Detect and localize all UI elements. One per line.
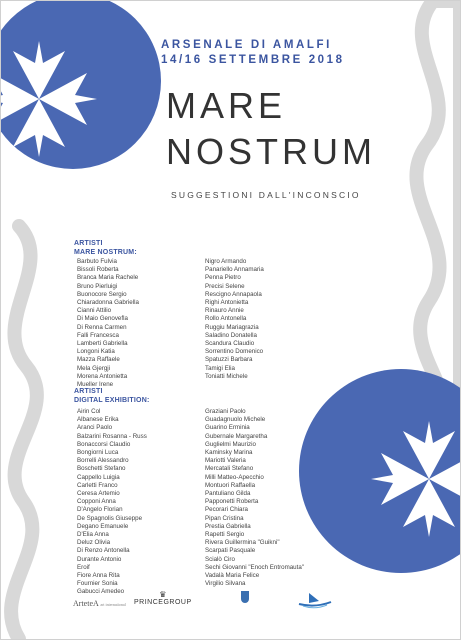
artist-name: Morena Antonietta [77,372,128,380]
event-venue: ARSENALE DI AMALFI [161,39,332,51]
crown-icon: ♛ [159,590,167,599]
artist-name: Balzarini Rosanna - Russ [77,432,147,440]
ship-logo-icon [297,591,333,609]
artist-name: Saladino Donatella [205,331,257,339]
artist-name: Gubernale Margaretha [205,432,268,440]
artist-name: De Spagnolis Giuseppe [77,514,143,522]
heading-line-1: ARTISTI [74,388,103,395]
section-heading-digital-exhibition [74,387,150,405]
artist-name: Ceresa Artemio [77,490,120,498]
artist-name: Scarpati Pasquale [205,547,256,555]
artist-name: Mazza Raffaele [77,356,120,364]
artist-name: Pantuliano Gilda [205,490,251,498]
artetea-logo-small: art international [100,602,126,607]
artist-name: Rivera Guillermina "Guikni" [205,539,280,547]
artist-name: Falli Francesca [77,331,119,339]
artist-list-digital-col1 [77,408,147,597]
artist-name: Scialò Ciro [205,555,235,563]
artist-name: Rinauro Annie [205,307,244,315]
artetea-logo [73,599,126,608]
artist-list-digital-col2 [205,408,304,588]
artist-name: Lamberti Gabriella [77,340,128,348]
artist-name: Di Maio Genovefla [77,315,128,323]
artist-name: Borrelli Alessandro [77,457,129,465]
subtitle: SUGGESTIONI DALL'INCONSCIO [171,190,361,200]
artist-name: D'Angelo Florian [77,506,123,514]
top-left-blue-circle [1,1,161,169]
artist-list-mare-nostrum-col1 [77,258,139,389]
artist-name: Airin Col [77,408,101,415]
princegroup-logo-text: PRINCEGROUP [134,599,192,606]
artist-name: Milli Matteo-Apecchio [205,473,264,481]
artist-name: Guadagnuolo Michele [205,416,266,424]
heading-line-2: MARE NOSTRUM: [74,249,137,256]
right-wave-ribbon [416,1,460,421]
artist-name: Boschetti Stefano [77,465,126,473]
artist-list-mare-nostrum-col2 [205,258,264,381]
artist-name: Montuori Raffaella [205,481,256,489]
artist-name: Bonaccorsi Claudio [77,440,131,448]
artist-name: Scandura Claudio [205,340,255,348]
princegroup-logo [134,591,192,606]
artist-name: Sechi Giovanni "Enoch Entromauta" [205,563,304,571]
heading-line-2: DIGITAL EXHIBITION: [74,397,150,404]
artist-name: Panariello Annamaria [205,266,264,274]
artist-name: Cappello Luigia [77,473,120,481]
artist-name: Righi Antonietta [205,299,249,307]
artist-name: Spatuzzi Barbara [205,356,253,364]
artist-name: Bongiorni Luca [77,449,119,457]
artist-name: Papponetti Roberta [205,498,259,506]
artist-name: Rapetti Sergio [205,531,245,539]
artist-name: Tamigi Elia [205,364,235,372]
coat-of-arms-icon [241,591,249,603]
bottom-right-blue-circle [299,369,460,573]
artist-name: Mercatali Stefano [205,465,254,473]
artist-name: Deluz Olivia [77,539,111,547]
artist-name: Pipan Cristina [205,514,244,522]
artist-name: Di Renzo Antonella [77,547,130,555]
artist-name: Prestia Gabriella [205,522,251,530]
artist-name: Mela Gjergji [77,364,111,372]
artist-name: Branca Maria Rachele [77,274,139,282]
event-dates: 14/16 SETTEMBRE 2018 [161,54,345,66]
artist-name: Chiaradonna Gabriella [77,299,139,307]
amalfi-logo-text: Amalfi [250,592,276,602]
ship-logo [297,591,333,611]
artist-name: Nigro Armando [205,258,247,265]
artist-name: Virgilio Silvana [205,580,246,588]
artist-name: Kaminsky Marina [205,449,253,457]
artist-name: Carletti Franco [77,481,118,489]
artist-name: Cianni Attilio [77,307,112,315]
artist-name: Di Renna Carmen [77,323,127,331]
title-line-1: MARE [166,85,287,126]
title-line-2: NOSTRUM [166,131,376,172]
artist-name: Mariotti Valeria [205,457,246,465]
artist-name: Aranci Paolo [77,424,113,432]
artist-name: Graziani Paolo [205,408,246,415]
artist-name: Eroif [77,563,90,571]
artist-name: Vadalà Maria Felice [205,572,260,580]
artist-name: Guarino Erminia [205,424,250,432]
artist-name: Barbuto Fulvia [77,258,117,265]
event-info [161,38,401,68]
artist-name: Longoni Katia [77,348,115,356]
artist-name: Pecorari Chiara [205,506,248,514]
artist-name: Guglielmi Maurizio [205,440,256,448]
artist-name: Rollo Antonella [205,315,247,323]
artist-name: Rescigno Annapaola [205,290,262,298]
artist-name: Degano Emanuele [77,522,129,530]
artist-name: Durante Antonio [77,555,122,563]
artist-name: Buonocore Sergio [77,290,127,298]
artist-name: Sorrentino Domenico [205,348,264,356]
left-wave-ribbon [11,226,37,639]
section-heading-mare-nostrum [74,239,137,257]
artist-name: D'Elia Anna [77,531,109,539]
artist-name: Fiore Anna Rita [77,572,120,580]
artist-name: Fournier Sonia [77,580,118,588]
heading-line-1: ARTISTI [74,240,103,247]
artist-name: Gabucci Amedeo [77,588,125,596]
artist-name: Bruno Pierluigi [77,282,118,290]
artetea-logo-text: ArteteA [73,599,99,608]
artist-name: Toniatti Michele [205,372,248,380]
artist-name: Precisi Selene [205,282,245,290]
artist-name: Ruggiu Mariagrazia [205,323,259,331]
artist-name: Copponi Anna [77,498,116,506]
artist-name: Penna Pietro [205,274,241,282]
artist-name: Albanese Erika [77,416,119,424]
artist-name: Mueller Irene [77,381,114,389]
amalfi-logo [241,591,276,603]
artist-name: Bissoli Roberta [77,266,119,274]
